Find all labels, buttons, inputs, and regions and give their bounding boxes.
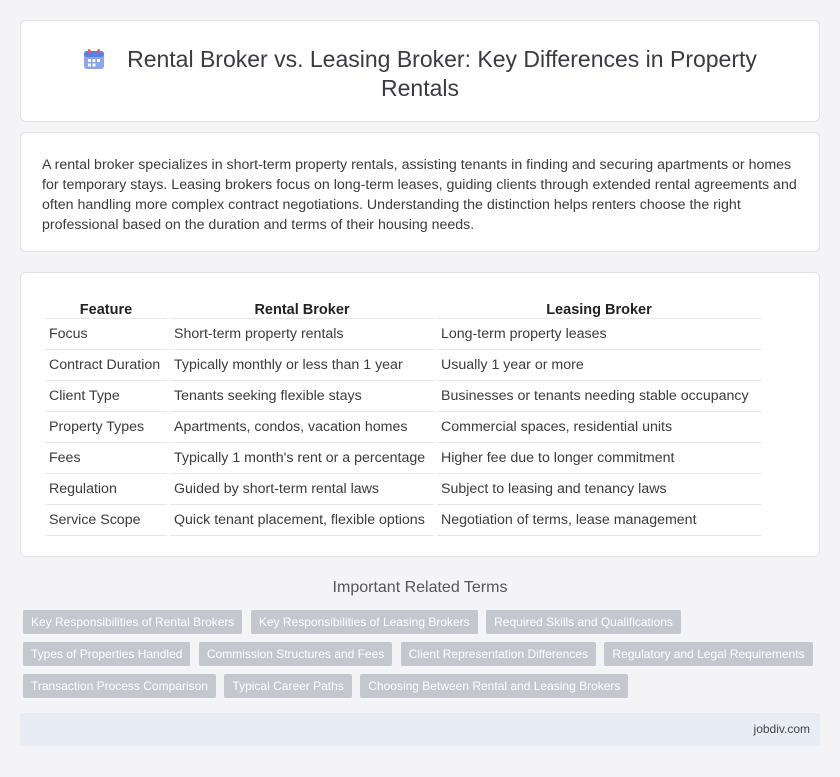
row-rental: Quick tenant placement, flexible options: [170, 505, 434, 536]
row-feature: Client Type: [45, 381, 167, 412]
footer-site[interactable]: jobdiv.com: [753, 722, 810, 736]
row-rental: Typically 1 month's rent or a percentage: [170, 443, 434, 474]
row-feature: Service Scope: [45, 505, 167, 536]
row-rental: Short-term property rentals: [170, 319, 434, 350]
row-rental: Apartments, condos, vacation homes: [170, 412, 434, 443]
row-leasing: Long-term property leases: [437, 319, 761, 350]
footer: [20, 713, 820, 746]
table-row: [45, 381, 761, 412]
row-leasing: Commercial spaces, residential units: [437, 412, 761, 443]
page-title-wrap: [21, 45, 819, 103]
calendar-icon: [83, 48, 105, 70]
row-feature: Regulation: [45, 474, 167, 505]
tag-leasing-responsibilities[interactable]: Key Responsibilities of Leasing Brokers: [251, 610, 478, 634]
tag-transaction-process[interactable]: Transaction Process Comparison: [23, 674, 216, 698]
row-rental: Typically monthly or less than 1 year: [170, 350, 434, 381]
row-rental: Tenants seeking flexible stays: [170, 381, 434, 412]
header-feature: Feature: [45, 295, 167, 319]
tag-client-representation[interactable]: Client Representation Differences: [401, 642, 596, 666]
comparison-table: [42, 295, 764, 536]
intro-card: [20, 132, 820, 252]
header-leasing-broker: Leasing Broker: [437, 295, 761, 319]
related-terms-tags: [23, 610, 823, 706]
tag-commission-fees[interactable]: Commission Structures and Fees: [199, 642, 392, 666]
tag-row: [23, 610, 823, 642]
row-rental: Guided by short-term rental laws: [170, 474, 434, 505]
row-feature: Focus: [45, 319, 167, 350]
intro-paragraph: A rental broker specializes in short-term property rentals, assisting tenants in finding and securing apartments or homes for temporary stays. Leasing brokers focus on long-term leases, guiding clients through extended rental agreements and often handling more complex contract negotiations. Understanding the distinction helps renters choose the right professional based on the duration and terms of their housing needs.: [42, 157, 797, 233]
related-terms-title: Important Related Terms: [332, 579, 508, 596]
table-row: [45, 443, 761, 474]
header-rental-broker: Rental Broker: [170, 295, 434, 319]
row-leasing: Businesses or tenants needing stable occupancy: [437, 381, 761, 412]
comparison-table-card: [20, 272, 820, 557]
table-row: [45, 350, 761, 381]
tag-regulatory-legal[interactable]: Regulatory and Legal Requirements: [604, 642, 812, 666]
tag-career-paths[interactable]: Typical Career Paths: [224, 674, 351, 698]
row-leasing: Usually 1 year or more: [437, 350, 761, 381]
tag-row: [23, 674, 823, 706]
row-leasing: Negotiation of terms, lease management: [437, 505, 761, 536]
tag-rental-responsibilities[interactable]: Key Responsibilities of Rental Brokers: [23, 610, 242, 634]
row-feature: Fees: [45, 443, 167, 474]
row-feature: Property Types: [45, 412, 167, 443]
title-card: [20, 20, 820, 122]
table-row: [45, 412, 761, 443]
table-row: [45, 505, 761, 536]
table-row: [45, 474, 761, 505]
tag-property-types[interactable]: Types of Properties Handled: [23, 642, 190, 666]
tag-choosing-brokers[interactable]: Choosing Between Rental and Leasing Brokers: [360, 674, 628, 698]
table-header-row: [45, 295, 761, 319]
row-leasing: Higher fee due to longer commitment: [437, 443, 761, 474]
tag-row: [23, 642, 823, 674]
tag-skills-qualifications[interactable]: Required Skills and Qualifications: [486, 610, 681, 634]
page-title: Rental Broker vs. Leasing Broker: Key Differences in Property Rentals: [127, 46, 757, 101]
row-feature: Contract Duration: [45, 350, 167, 381]
table-row: [45, 319, 761, 350]
row-leasing: Subject to leasing and tenancy laws: [437, 474, 761, 505]
